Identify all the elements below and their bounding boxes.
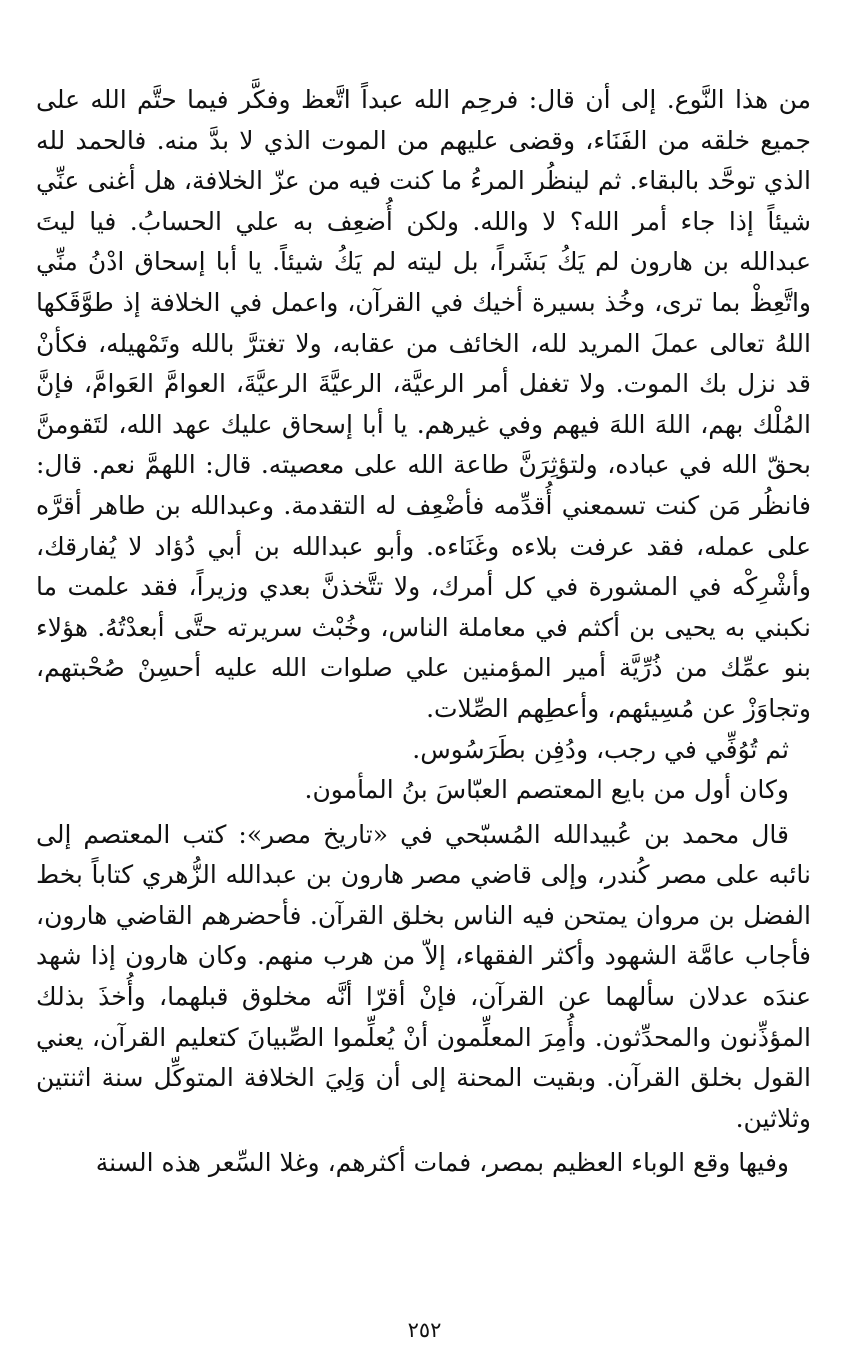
paragraph-plague: وفيها وقع الوباء العظيم بمصر، فمات أكثرهم، وغلا السِّعر هذه السنة	[95, 1148, 789, 1178]
page-body-text	[36, 80, 811, 1184]
page-number: ٢٥٢	[407, 1318, 442, 1342]
paragraph-egypt-mihna: قال محمد بن عُبيدالله المُسبّحي في «تاريخ مصر»: كتب المعتصم إلى نائبه على مصر كُندر، وإلى قاضي مصر هارون بن عبدالله الزُّهري كتاباً بخط الفضل بن مروان يمتحن فيه الناس بخلق القرآن. فأحضرهم القاضي هارون، فأجاب عامَّة الشهود وأكثر الفقهاء، إلاّ من هرب منهم. وكان هارون إذا شهد عندَه عدلان سألهما عن القرآن، فإنْ أقرّا أنَّه مخلوق قبلهما، وأُخذَ بذلك المؤذِّنون والمحدِّثون. وأُمِرَ المعلِّمون أنْ يُعلِّموا الصِّبيانَ كتعليم القرآن، يعني القول بخلق القرآن. وبقيت المحنة إلى أن وَلِيَ الخلافة المتوكِّل سنة اثنتين وثلاثين.	[36, 819, 811, 1133]
paragraph-mamun-testament: من هذا النَّوع. إلى أن قال: فرحِم الله عبداً اتَّعظ وفكَّر فيما حتَّم الله على جميع خلقه من الفَنَاء، وقضى عليهم من الموت الذي لا بدَّ منه. فالحمد لله الذي توحَّد بالبقاء. ثم لينظُر المرءُ ما كنت فيه من عزّ الخلافة، هل أغنى عنِّي شيئاً إذا جاء أمر الله؟ لا والله. ولكن أُضعِف به علي الحسابُ. فيا ليتَ عبدالله بن هارون لم يَكُ بَشَراً، بل ليته لم يَكُ شيئاً. يا أبا إسحاق ادْنُ منِّي واتَّعِظْ بما ترى، وخُذ بسيرة أخيك في القرآن، واعمل في الخلافة إذ طوَّقَكها اللهُ تعالى عملَ المريد لله، الخائف من عقابه، ولا تغترَّ بالله وتَمْهيله، فكأنْ قد نزل بك الموت. ولا تغفل أمر الرعيَّة، الرعيَّةَ الرعيَّةَ، العوامَّ العَوامَّ، فإنَّ المُلْك بهم، اللهَ اللهَ فيهم وفي غيرهم. يا أبا إسحاق عليك عهد الله، لتَقومنَّ بحقّ الله في عباده، ولتؤثِرَنَّ طاعة الله على معصيته. قال: اللهمَّ نعم. قال: فانظُر مَن كنت تسمعني أُقدِّمه فأضْعِف له التقدمة. وعبدالله بن طاهر أقرَّه على عمله، فقد عرفت بلاءه وغَنَاءه. وأبو عبدالله بن أبي دُؤاد لا يُفارقك، وأشْرِكْه في المشورة في كل أمرك، ولا تتَّخذنَّ بعدي وزيراً، فقد علمت ما نكبني به يحيى بن أكثم في معاملة الناس، وخُبْث سريرته حتَّى أبعدْتُهُ. هؤلاء بنو عمِّك من ذُرِّيَّة أمير المؤمنين علي صلوات الله عليه أحسِنْ صُحْبتهم، وتجاوَزْ عن مُسِيئهم، وأعطِهم الصِّلات.	[36, 85, 811, 723]
paragraph-death: ثم تُوُفِّي في رجب، ودُفِن بطَرَسُوس.	[412, 734, 789, 764]
paragraph-allegiance: وكان أول من بايع المعتصم العبّاسَ بنُ المأمون.	[304, 775, 789, 805]
